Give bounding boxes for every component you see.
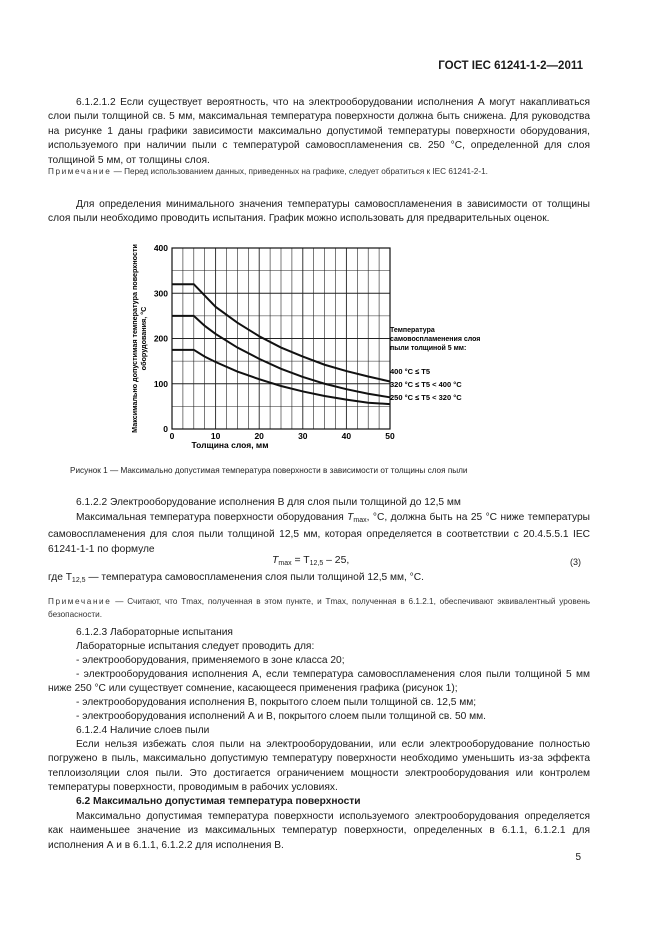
y-axis-label-line: Максимально допустимая температура поверхности <box>130 244 139 433</box>
paragraph-6-1-2-2-title: 6.1.2.2 Электрооборудование исполнения В для слоя пыли толщиной до 12,5 мм <box>76 497 461 508</box>
y-tick-label: 200 <box>153 333 168 344</box>
note-text: — Перед использованием данных, приведенных на графике, следует обратиться к IEC 61241-2-1. <box>113 167 488 176</box>
section-6-1-2-4-body: Если нельзя избежать слоя пыли на электрооборудовании, или если электрооборудование полностью погружено в пыль, максимально допустимую температуру поверхности необходимо уменьшить из-за эффекта теплоизоляции слоя пыли. Это достигается ограничением мощности электрооборудования или контролем температуры поверхности, проводимым в рабочих условиях. <box>48 739 590 794</box>
chart-y-label <box>130 244 148 433</box>
note-2 <box>48 596 590 621</box>
y-tick-label: 100 <box>153 378 168 389</box>
legend-title-line: самовоспламенения слоя <box>390 336 481 343</box>
list-item-1: - электрооборудования, применяемого в зоне класса 20; <box>76 655 345 666</box>
note-1 <box>48 166 590 179</box>
figure-1-chart <box>120 243 410 458</box>
y-tick-label: 400 <box>153 243 168 253</box>
y-tick-label: 0 <box>163 424 168 434</box>
y-tick-label: 300 <box>153 288 168 299</box>
x-tick-label: 10 <box>210 431 221 441</box>
chart-ticks <box>154 243 395 441</box>
tmax-subscript: max <box>353 517 367 524</box>
legend-entry-3: 250 °С ≤ T5 < 320 °С <box>390 393 462 402</box>
where-a: где T <box>48 572 72 583</box>
section-6-2-title: 6.2 Максимально допустимая температура поверхности <box>76 796 361 807</box>
x-tick-label: 50 <box>385 431 395 441</box>
section-6-1-2-4-title: 6.1.2.4 Наличие слоев пыли <box>76 725 210 736</box>
formula-lhs-sub: max <box>278 560 292 567</box>
section-6-2-body: Максимально допустимая температура поверхности используемого электрооборудования определяется как наименьшее значение из максимальных температур поверхности, определенных в 6.1.1, 6.1.2.1 для исполнения А и в 6.1.1, 6.1.2.2 для исполнения В. <box>48 811 590 851</box>
y-axis-label-line: оборудования, °С <box>139 306 148 371</box>
chart-legend <box>388 322 503 407</box>
paragraph-6-1-2-2-body <box>48 511 590 557</box>
list-item-4: - электрооборудования исполнений А и В, покрытого слоем пыли толщиной св. 50 мм. <box>76 711 486 722</box>
legend-title-line: Температура <box>390 327 435 334</box>
tmax-symbol: T <box>347 512 354 523</box>
formula-lhs: T <box>272 555 279 566</box>
formula-rhs-sub: 12,5 <box>309 560 324 567</box>
section-6-1-2-3-title: 6.1.2.3 Лабораторные испытания <box>76 627 233 638</box>
p6122-text-a: Максимальная температура поверхности оборудования <box>76 512 344 523</box>
legend-entry-2: 320 °С ≤ T5 < 400 °С <box>390 380 462 389</box>
note-2-text: — Считают, что Tmax, полученная в этом пункте, и Tmax, полученная в 6.1.2.1, обеспечивают эквивалентный уровень безопасности. <box>48 597 590 619</box>
formula-mid: = T <box>294 555 310 566</box>
page-number: 5 <box>575 852 581 863</box>
formula-number: (3) <box>570 557 581 567</box>
formula-tail: – 25, <box>326 555 350 566</box>
section-6-1-2-3-intro: Лабораторные испытания следует проводить для: <box>76 641 315 652</box>
formula-3 <box>272 555 349 567</box>
note-label: Примечание <box>48 167 112 176</box>
figure-caption: Рисунок 1 — Максимально допустимая температура поверхности в зависимости от толщины слоя пыли <box>70 466 468 475</box>
where-b: — температура самовоспламенения слоя пыли толщиной 12,5 мм, °С. <box>85 572 424 583</box>
list-item-2: - электрооборудования исполнения А, если температура самовоспламенения слоя пыли толщиной 5 мм ниже 250 °С или существует сомнение, касающееся применения графика (рисунок 1); <box>48 669 590 695</box>
document-code-header: ГОСТ IEC 61241-1-2—2011 <box>438 60 583 72</box>
chart-x-label: Толщина слоя, мм <box>191 440 269 450</box>
note-2-label: Примечание <box>48 597 112 606</box>
x-tick-label: 30 <box>298 431 308 441</box>
legend-entry-1: 400 °С ≤ T5 <box>390 367 431 376</box>
y-axis-label <box>130 244 148 433</box>
where-sub: 12,5 <box>71 577 86 584</box>
paragraph-test-definition: Для определения минимального значения температуры самовоспламенения в зависимости от толщины слоя пыли необходимо проводить испытания. График можно использовать для предварительных оценок. <box>48 199 590 225</box>
legend-title-line: пыли толщиной 5 мм: <box>390 345 467 352</box>
list-item-3: - электрооборудования исполнения В, покрытого слоем пыли толщиной св. 12,5 мм; <box>76 697 477 708</box>
p6122-text-b: , °С, должна быть на 25 °С ниже температуры самовоспламенения для слоя пыли толщиной 12,5 мм, которая определяется в соответствии с 20.4.5.5.1 IEC 61241-1-1 по формуле <box>48 512 590 555</box>
x-tick-label: 20 <box>254 431 264 441</box>
paragraph-6-1-2-1-2: 6.1.2.1.2 Если существует вероятность, что на электрооборудовании исполнения А могут накапливаться слои пыли толщиной св. 5 мм, максимальная температура поверхности должна быть снижена. Для руководства на рисунке 1 даны графики зависимости максимально допустимой температуры поверхности оборудования, используемого при наличии пыли с температурой самовоспламенения св. 250 °С, определенной для слоя толщиной 5 мм, от толщины слоя. <box>48 97 590 166</box>
where-definition <box>48 571 424 588</box>
x-tick-label: 0 <box>169 431 175 441</box>
x-tick-label: 40 <box>341 431 352 441</box>
